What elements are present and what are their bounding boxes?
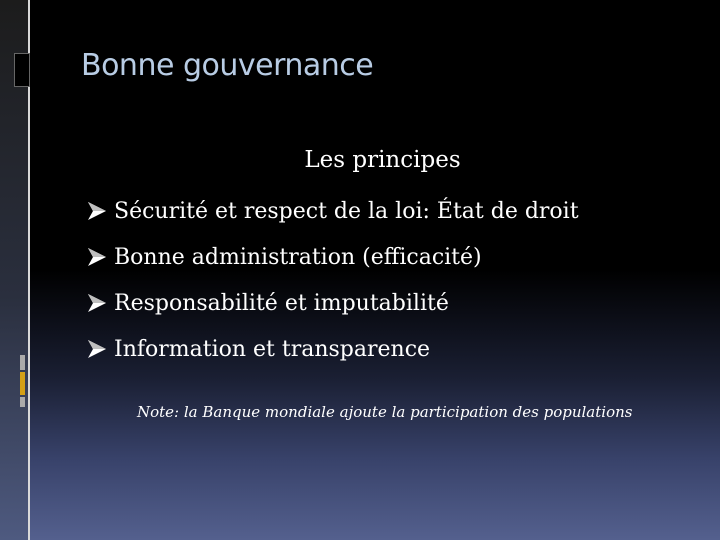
title-marker [14, 53, 30, 87]
bullet-item [86, 326, 579, 372]
slide-title: Bonne gouvernance [81, 48, 374, 83]
footnote: Note: la Banque mondiale ajoute la participation des populations [137, 403, 633, 421]
accent-bar-gray-bottom [20, 397, 25, 407]
bullet-text: Responsabilité et imputabilité [114, 290, 449, 316]
arrow-bullet-icon [86, 200, 108, 222]
arrow-bullet-icon [86, 338, 108, 360]
bullet-list [86, 188, 579, 372]
arrow-bullet-icon [86, 292, 108, 314]
bullet-text: Sécurité et respect de la loi: État de droit [114, 198, 579, 224]
slide-subtitle: Les principes [304, 147, 461, 173]
bullet-text: Information et transparence [114, 336, 431, 362]
bullet-item [86, 234, 579, 280]
bullet-text: Bonne administration (efficacité) [114, 244, 482, 270]
accent-bar-gold [20, 372, 25, 395]
bullet-item [86, 188, 579, 234]
arrow-bullet-icon [86, 246, 108, 268]
accent-bar-gray-top [20, 355, 25, 370]
bullet-item [86, 280, 579, 326]
